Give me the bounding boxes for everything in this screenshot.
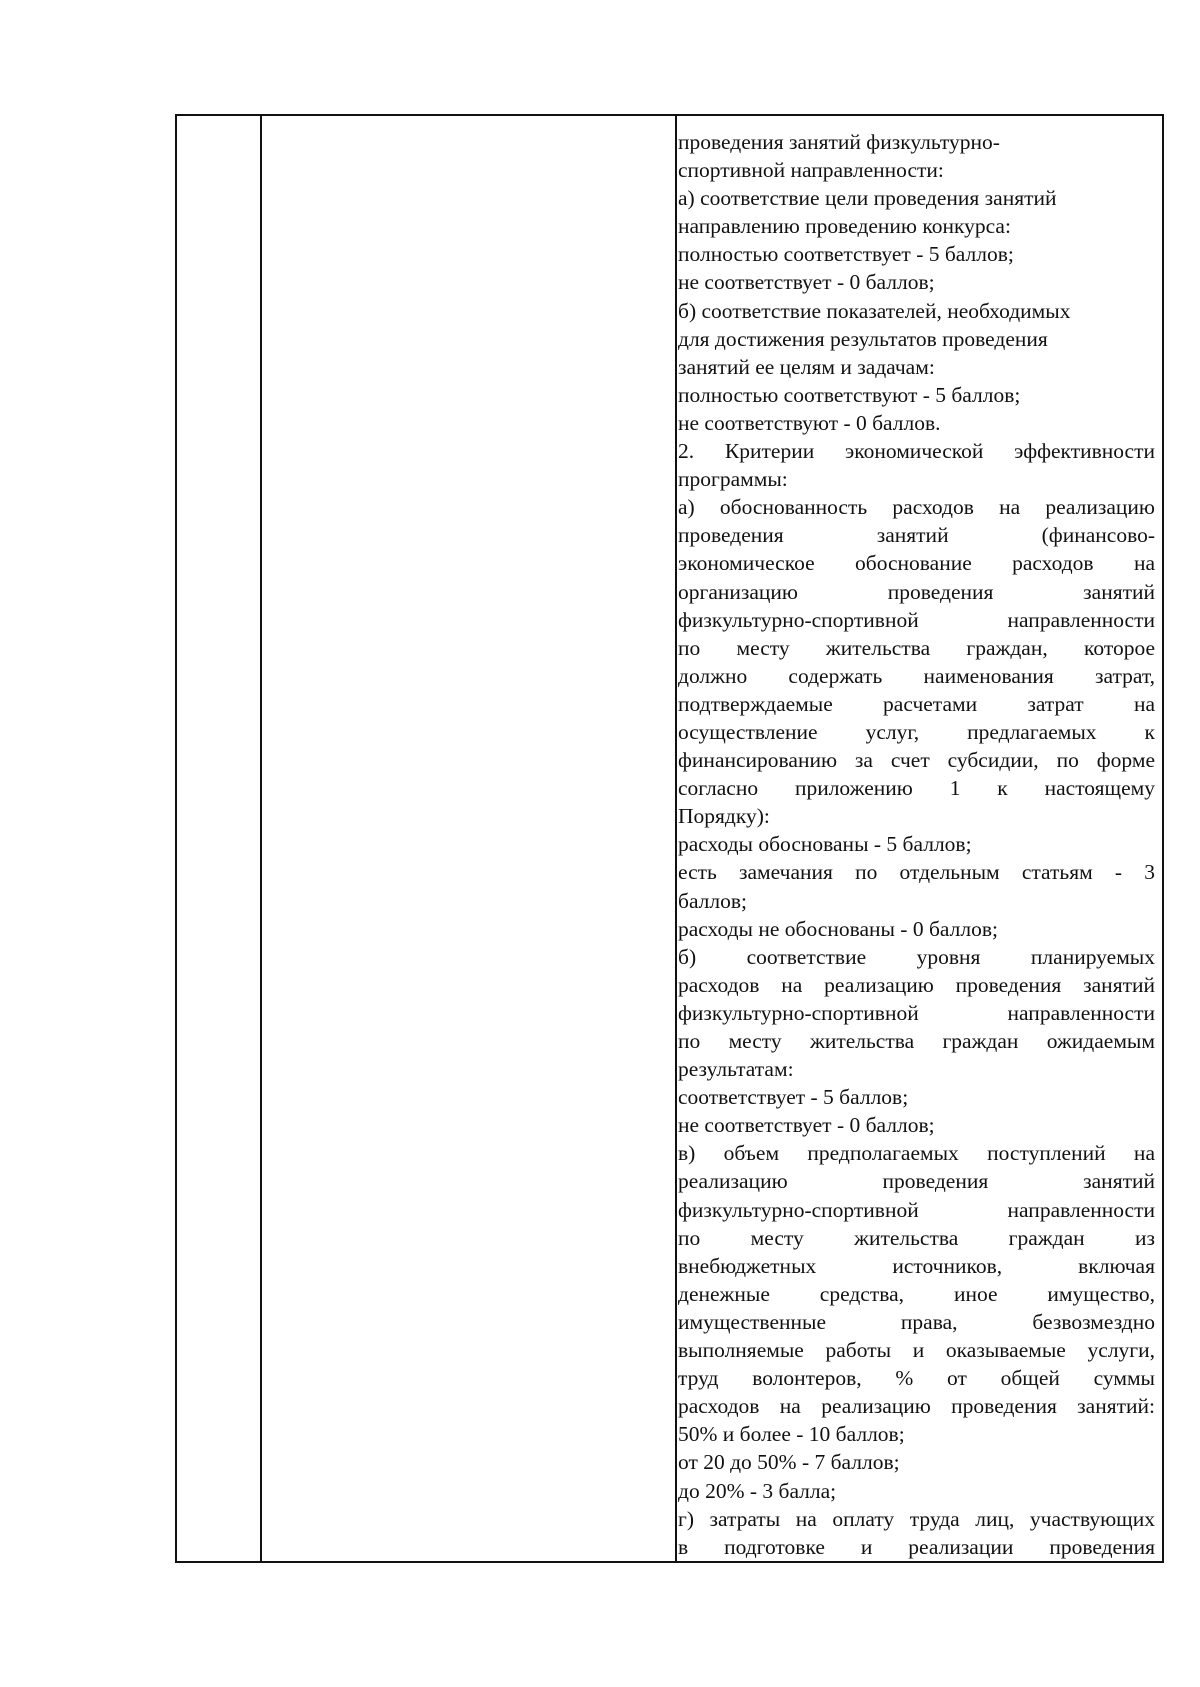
criteria-text-line: в) объем предполагаемых поступлений на [678, 1141, 1155, 1166]
criteria-text-line: не соответствуют - 0 баллов. [678, 410, 941, 435]
criteria-text-line: 2. Критерии экономической эффективности [678, 439, 1155, 464]
criteria-text-line: полностью соответствуют - 5 баллов; [678, 382, 1021, 407]
criteria-text-line: по месту жительства граждан из [678, 1225, 1155, 1250]
criteria-text-line: реализацию проведения занятий [678, 1169, 1155, 1194]
criteria-text-line: организацию проведения занятий [678, 579, 1155, 604]
criteria-text-line: полностью соответствует - 5 баллов; [678, 242, 1014, 267]
criteria-text-line: расходы обоснованы - 5 баллов; [678, 832, 972, 857]
criteria-text-line: не соответствует - 0 баллов; [678, 270, 935, 295]
criteria-text-line: б) соответствие уровня планируемых [678, 944, 1155, 969]
criteria-text-line: результатам: [678, 1057, 794, 1082]
criteria-text-line: экономическое обоснование расходов на [678, 551, 1155, 576]
criteria-text-line: по месту жительства граждан, которое [678, 635, 1155, 660]
criteria-text-line: расходов на реализацию проведения занятий [678, 972, 1155, 997]
criteria-text-line: занятий ее целям и задачам: [678, 354, 935, 379]
criteria-text-line: не соответствует - 0 баллов; [678, 1113, 935, 1138]
criteria-text-line: есть замечания по отдельным статьям - 3 [678, 860, 1155, 885]
criteria-text-line: физкультурно-спортивной направленности [678, 1000, 1155, 1025]
criteria-text-line: в подготовке и реализации проведения [678, 1534, 1155, 1559]
table-cell-criteria [678, 128, 1155, 1561]
criteria-text-line: для достижения результатов проведения [678, 326, 1048, 351]
table-column-divider-2 [675, 114, 677, 1563]
criteria-text-line: проведения занятий (финансово- [678, 523, 1155, 548]
criteria-text-line: денежные средства, иное имущество, [678, 1281, 1155, 1306]
criteria-text-line: расходов на реализацию проведения занятий: [678, 1394, 1155, 1419]
criteria-text-line: труд волонтеров, % от общей суммы [678, 1366, 1155, 1391]
criteria-text-line: внебюджетных источников, включая [678, 1253, 1155, 1278]
table-cell-number [177, 116, 260, 1561]
criteria-text-line: согласно приложению 1 к настоящему [678, 776, 1155, 801]
criteria-text-line: б) соответствие показателей, необходимых [678, 298, 1071, 323]
criteria-text-line: Порядку): [678, 804, 770, 829]
criteria-text-line: финансированию за счет субсидии, по форме [678, 748, 1155, 773]
criteria-text-line: должно содержать наименования затрат, [678, 663, 1155, 688]
criteria-text-line: от 20 до 50% - 7 баллов; [678, 1450, 900, 1475]
criteria-text-line: подтверждаемые расчетами затрат на [678, 691, 1155, 716]
criteria-text-line: по месту жительства граждан ожидаемым [678, 1029, 1155, 1053]
criteria-text-line: а) обоснованность расходов на реализацию [678, 495, 1155, 520]
criteria-text-line: соответствует - 5 баллов; [678, 1085, 909, 1110]
criteria-text-line: проведения занятий физкультурно- [678, 130, 1000, 154]
criteria-text-line: физкультурно-спортивной направленности [678, 607, 1155, 632]
criteria-text-line: спортивной направленности: [678, 158, 944, 183]
criteria-text-line: направлению проведению конкурса: [678, 214, 1011, 239]
criteria-text-line: имущественные права, безвозмездно [678, 1309, 1155, 1334]
criteria-text-line: баллов; [678, 888, 748, 913]
criteria-text-line: выполняемые работы и оказываемые услуги, [678, 1338, 1155, 1363]
table-right-border [1162, 114, 1164, 1563]
criteria-text-line: физкультурно-спортивной направленности [678, 1197, 1155, 1222]
criteria-text-line: 50% и более - 10 баллов; [678, 1422, 905, 1447]
criteria-text-line: программы: [678, 467, 788, 492]
table-bottom-border [175, 1561, 1164, 1563]
criteria-text-line: расходы не обоснованы - 0 баллов; [678, 916, 998, 941]
criteria-text-line: а) соответствие цели проведения занятий [678, 186, 1057, 211]
criteria-text-line: г) затраты на оплату труда лиц, участвующих [678, 1506, 1155, 1531]
criteria-text-line: до 20% - 3 балла; [678, 1478, 837, 1503]
table-cell-name [262, 116, 675, 1561]
criteria-text-line: осуществление услуг, предлагаемых к [678, 719, 1155, 744]
